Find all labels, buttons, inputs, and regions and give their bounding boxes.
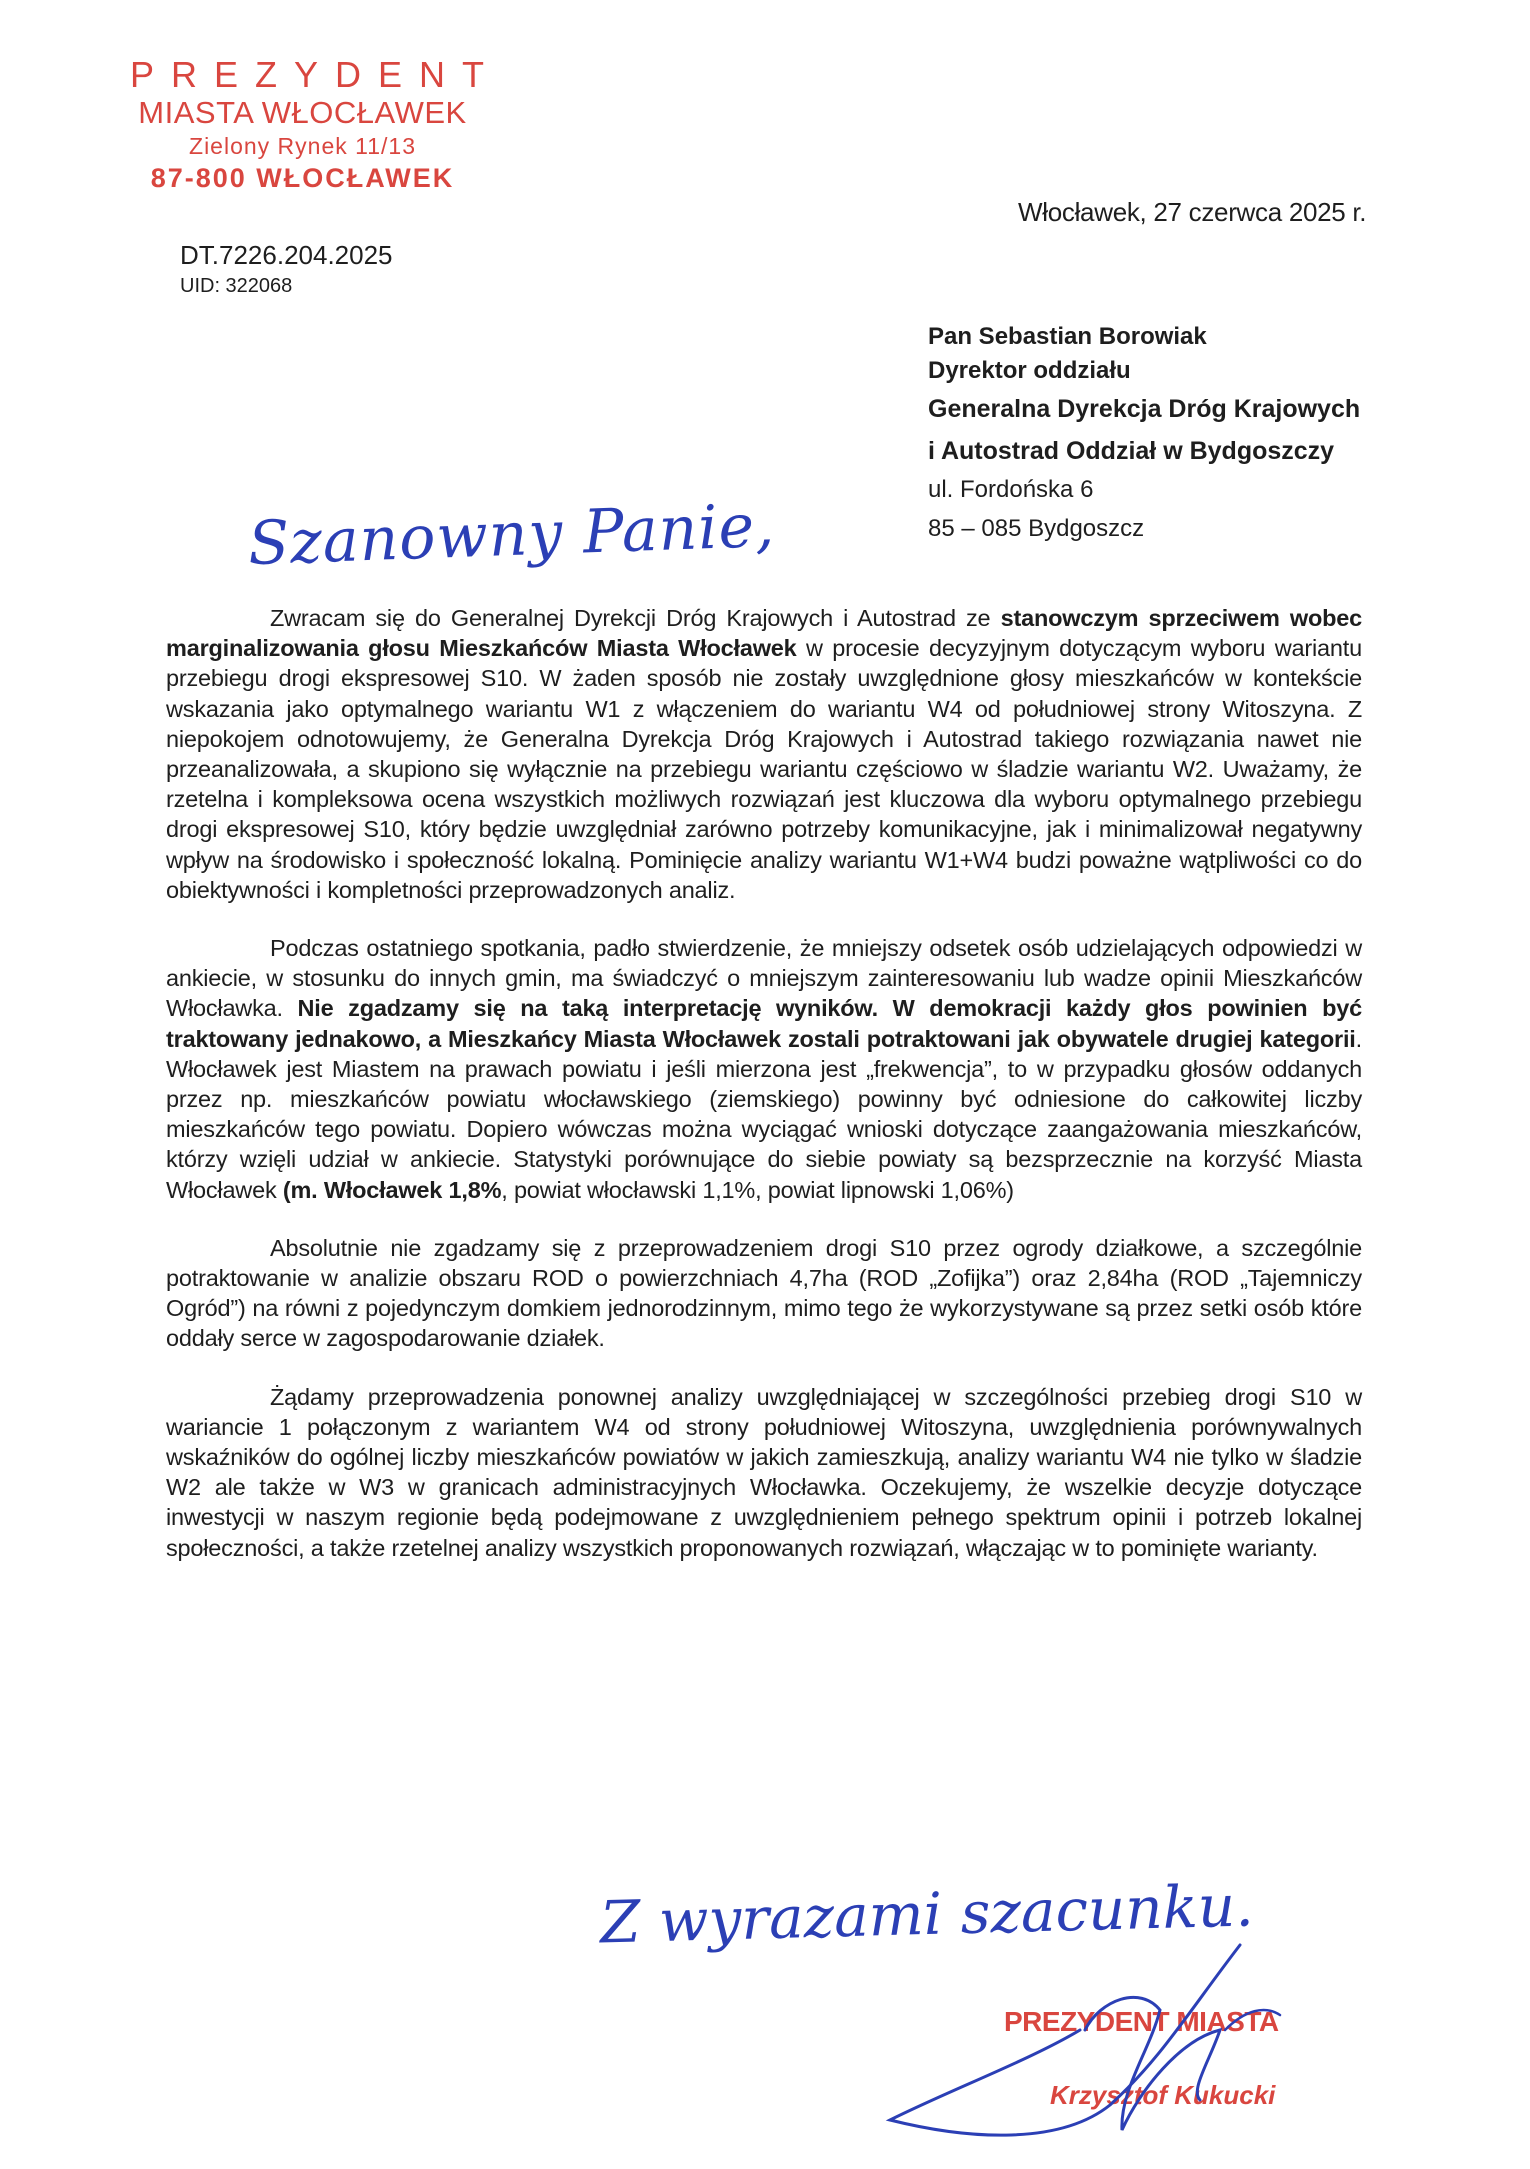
signature-name: Krzysztof Kukucki (1050, 2080, 1276, 2110)
handwritten-closing: Z wyrazami szacunku. (599, 1871, 1255, 1957)
recipient-org-line1: Generalna Dyrekcja Dróg Krajowych (928, 395, 1361, 423)
paragraph-2 (166, 933, 1362, 1205)
paragraph-1 (166, 603, 1362, 905)
paragraph-1-text-c: w procesie decyzyjnym dotyczącym wyboru wariantu przebiegu drogi ekspresowej S10. W żaden sposób nie zostały uwzględnione głosy mieszkańców w kontekście wskazania jako optymalnego wariantu W1 z włączeniem do wariantu W4 od południowej strony Witoszyna. Z niepokojem odnotowujemy, że Generalna Dyrekcja Dróg Krajowych i Autostrad takiego rozwiązania nawet nie przeanalizowała, a skupiono się wyłącznie na przebiegu wariantu częściowo w śladzie wariantu W2. Uważamy, że rzetelna i kompleksowa ocena wszystkich możliwych rozwiązań jest kluczowa dla wyboru optymalnego przebiegu drogi ekspresowej S10, który będzie uwzględniał zarówno potrzeby komunikacyjne, jak i minimalizował negatywny wpływ na środowisko i społeczność lokalną. Pominięcie analizy wariantu W1+W4 budzi poważne wątpliwości co do obiektywności i kompletności przeprowadzonych analiz. (166, 635, 1362, 903)
uid-number: UID: 322068 (180, 275, 293, 297)
stamp-line-city: MIASTA WŁOCŁAWEK (138, 95, 467, 130)
stamp-line-title: PREZYDENT (130, 54, 502, 95)
recipient-org-line2: i Autostrad Oddział w Bydgoszczy (928, 437, 1335, 465)
paragraph-2-text-c: . Włocławek jest Miastem na prawach powiatu i jeśli mierzona jest „frekwencja”, to w przypadku głosów oddanych przez np. mieszkańców powiatu włocławskiego (ziemskiego) powinny być odniesione do całkowitej liczby mieszkańców tego powiatu. Dopiero wówczas można wyciągać wnioski dotyczące zaangażowania mieszkańców, którzy wzięli udział w ankiecie. Statystyki porównujące do siebie powiaty są bezsprzecznie na korzyść Miasta Włocławek (166, 1025, 1362, 1203)
recipient-address (928, 320, 1360, 550)
letter-date: Włocławek, 27 czerwca 2025 r. (1018, 197, 1367, 227)
paragraph-2-bold: Nie zgadzamy się na taką interpretację wyników. W demokracji każdy głos powinien być traktowany jednakowo, a Mieszkańcy Miasta Włocławek zostali potraktowani jak obywatele drugiej kategorii (166, 995, 1362, 1052)
handwritten-salutation: Szanowny Panie, (246, 490, 777, 580)
stamp-line-street: Zielony Rynek 11/13 (189, 133, 416, 159)
stamp-line-postcode: 87-800 WŁOCŁAWEK (150, 163, 455, 193)
paragraph-2-text-a: Podczas ostatniego spotkania, padło stwierdzenie, że mniejszy odsetek osób udzielających odpowiedzi w ankiecie, w stosunku do innych gmin, ma świadczyć o mniejszym zainteresowaniu lub wadze opinii Mieszkańców Włocławka. (166, 935, 1362, 1022)
recipient-city: 85 – 085 Bydgoszcz (928, 515, 1145, 542)
sender-stamp (130, 54, 502, 195)
reference-number: DT.7226.204.2025 (180, 240, 393, 270)
recipient-street: ul. Fordońska 6 (928, 476, 1094, 503)
paragraph-2-text-e: , powiat włocławski 1,1%, powiat lipnowski 1,06%) (501, 1176, 1014, 1203)
paragraph-3: Absolutnie nie zgadzamy się z przeprowadzeniem drogi S10 przez ogrody działkowe, a szczególnie potraktowanie w analizie obszaru ROD o powierzchniach 4,7ha (ROD „Zofijka”) oraz 2,84ha (ROD „Tajemniczy Ogród”) na równi z pojedynczym domkiem jednorodzinnym, mimo tego że wykorzystywane są przez setki osób które oddały serce w zagospodarowanie działek. (166, 1234, 1362, 1352)
paragraph-1-bold: stanowczym sprzeciwem wobec marginalizowania głosu Mieszkańców Miasta Włocławek (166, 605, 1362, 662)
paragraph-1-text-a: Zwracam się do Generalnej Dyrekcji Dróg Krajowych i Autostrad ze (270, 605, 1001, 631)
letter-body (166, 603, 1362, 1591)
recipient-role: Dyrektor oddziału (928, 357, 1131, 384)
recipient-name: Pan Sebastian Borowiak (928, 323, 1207, 350)
paragraph-2-bold-stat: (m. Włocławek 1,8% (282, 1176, 502, 1203)
handwritten-signature (860, 1890, 1320, 2160)
signature-title: PREZYDENT MIASTA (1004, 2006, 1279, 2037)
paragraph-4: Żądamy przeprowadzenia ponownej analizy uwzględniającej w szczególności przebieg drogi S10 w wariancie 1 połączonym z wariantem W4 od strony południowej Witoszyna, uwzględnienia porównywalnych wskaźników do ogólnej liczby mieszkańców powiatów w jakich zamieszkują, analizy wariantu W4 nie tylko w śladzie W2 ale także w W3 w granicach administracyjnych Włocławka. Oczekujemy, że wszelkie decyzje dotyczące inwestycji w naszym regionie będą podejmowane z uwzględnieniem pełnego spektrum opinii i potrzeb lokalnej społeczności, a także rzetelnej analizy wszystkich proponowanych rozwiązań, włączając w to pominięte warianty. (166, 1383, 1362, 1561)
